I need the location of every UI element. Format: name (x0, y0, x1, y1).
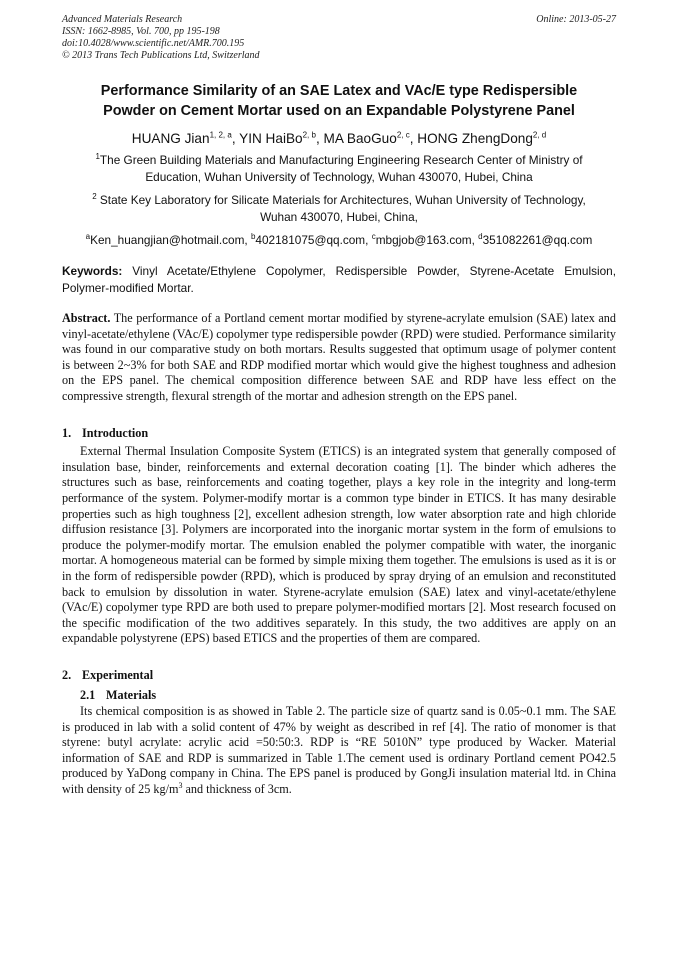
affiliation-line (62, 152, 616, 169)
author-separator: , (409, 131, 418, 146)
title-line: Performance Similarity of an SAE Latex and VAc/E type Redispersible (100, 83, 578, 99)
affiliation-line: Education, Wuhan University of Technology, Wuhan 430070, Hubei, China (145, 169, 533, 184)
journal-name: Advanced Materials Research (62, 14, 183, 25)
author-list (62, 128, 616, 150)
email-address: 351082261@qq.com (482, 233, 593, 247)
online-date: Online: 2013-05-27 (536, 14, 616, 25)
author-affiliation-mark: 2, c (396, 130, 410, 140)
unit-superscript: 3 (178, 780, 183, 790)
section-heading-introduction (62, 426, 616, 442)
title-line: Powder on Cement Mortar used on an Expandable Polystyrene Panel (103, 103, 575, 119)
journal-info (62, 14, 260, 62)
author-separator: , (315, 131, 324, 146)
affiliation-line: Wuhan 430070, Hubei, China, (260, 209, 418, 224)
abstract-text: The performance of a Portland cement mortar modified by styrene-acrylate emulsion (SAE) latex and vinyl-acetate/ethylene (VAc/E) copolymer type redispersible powder (RPD) were studied. Performance similarity was found in our comparative study on both mortars. Results suggested that optimum usage of polymer content is between 2~3% for both SAE and RDP modified mortar which would give the highest toughness and adhesion on the EPS panel. The chemical composition difference between SAE and RDP have less effect on the compressive strength, flexural strength of the mortar and adhesion strength on the EPS panel. (62, 311, 616, 403)
materials-text: Its chemical composition is as showed in Table 2. The particle size of quartz sand is 0.05~0.1 mm. The SAE is produced in lab with a solid content of 47% by weight as described in ref [4]. The ratio of monomer is that styrene: butyl acrylate: acrylic acid =50:50:3. RDP is “RE 5010N” type produced by Wacker. Material information of SAE and RDP is summarized in Table 1.The cement used is ordinary Portland cement PO42.5 produced by YaDong company in China. The EPS panel is produced by GongJi insulation material ltd. in China with density of 25 kg/m (62, 704, 616, 797)
subsection-heading-materials (80, 688, 616, 704)
affiliation-mark: 2 (92, 192, 97, 202)
journal-copyright: © 2013 Trans Tech Publications Ltd, Switzerland (62, 50, 260, 61)
author-name: YIN HaiBo (239, 131, 303, 146)
email-mark: a (85, 232, 91, 242)
email-address: mbgjob@163.com, (375, 233, 479, 247)
journal-header (62, 14, 616, 62)
abstract-block (62, 311, 616, 405)
subsection-title: Materials (106, 688, 157, 703)
affiliation-text: The Green Building Materials and Manufacturing Engineering Research Center of Ministry of (99, 153, 583, 167)
abstract-label: Abstract. (62, 311, 111, 325)
materials-text-end: and thickness of 3cm. (182, 782, 292, 797)
author-affiliation-mark: 2, d (532, 130, 547, 140)
section-number: 1. (62, 425, 72, 440)
section-number: 2. (62, 667, 72, 682)
keywords-text: Vinyl Acetate/Ethylene Copolymer, Redispersible Powder, Styrene-Acetate Emulsion, Polymer-modified Mortar. (62, 264, 616, 295)
affiliation (62, 152, 616, 185)
keywords-block (62, 263, 616, 296)
email-mark: c (371, 232, 376, 242)
section-heading-experimental (62, 668, 616, 684)
materials-paragraph (62, 704, 616, 798)
section-title: Introduction (82, 425, 149, 440)
author-separator: , (231, 131, 240, 146)
email-list (62, 232, 616, 248)
introduction-paragraph: External Thermal Insulation Composite System (ETICS) is an integrated system that generally composed of insulation base, binder, reinforcements and external decoration coating [1]. The binder which adheres the structures such as base, reinforcements and coating together, plays a key role in the integrity and long-term performance of the system. Polymer-modify mortar is a common type binder in ETICS. It has many desirable properties such as high toughness [2], excellent adhesion strength, low water absorption rate and high chloride diffusion resistance [3]. Polymers are incorporated into the inorganic mortar system in the form of emulsions to produce the polymer-modify mortar. The emulsion enabled the polymer compatible with water, the inorganic mortar. A homogeneous material can be formed by simple mixing them together. The emulsions is used as it is or in the form of redispersible powder (RPD), which is produced by spray drying of an emulsion and reconstituted back to emulsion by dissolution in water. Styrene-acrylate emulsion (SAE) latex and vinyl-acetate/ethylene (VAc/E) copolymer type RPD are both used to prepare polymer-modified mortars [2]. Most research focused on the specific modification of the two additives separately. In this study, the two additives are apply on an expandable polystyrene (EPS) based ETICS and the properties of them are compared. (62, 444, 616, 646)
author-affiliation-mark: 2, b (302, 130, 316, 140)
email-mark: b (250, 232, 256, 242)
author-name: MA BaoGuo (323, 131, 397, 146)
email-address: 402181075@qq.com, (255, 233, 372, 247)
affiliation-line (62, 192, 616, 209)
author-name: HONG ZhengDong (417, 131, 533, 146)
keywords-label: Keywords: (62, 264, 123, 278)
affiliation-mark: 1 (95, 152, 100, 162)
email-address: Ken_huangjian@hotmail.com, (90, 233, 251, 247)
subsection-number: 2.1 (80, 688, 96, 703)
author-affiliation-mark: 1, 2, a (209, 130, 232, 140)
author-name: HUANG Jian (131, 131, 210, 146)
paper-title (62, 81, 616, 121)
section-title: Experimental (82, 667, 154, 682)
affiliation-text: State Key Laboratory for Silicate Materials for Architectures, Wuhan University of Technology, (96, 193, 586, 207)
affiliation (62, 192, 616, 225)
journal-doi: doi:10.4028/www.scientific.net/AMR.700.195 (62, 38, 245, 49)
journal-issn: ISSN: 1662-8985, Vol. 700, pp 195-198 (62, 26, 220, 37)
email-mark: d (478, 232, 483, 242)
